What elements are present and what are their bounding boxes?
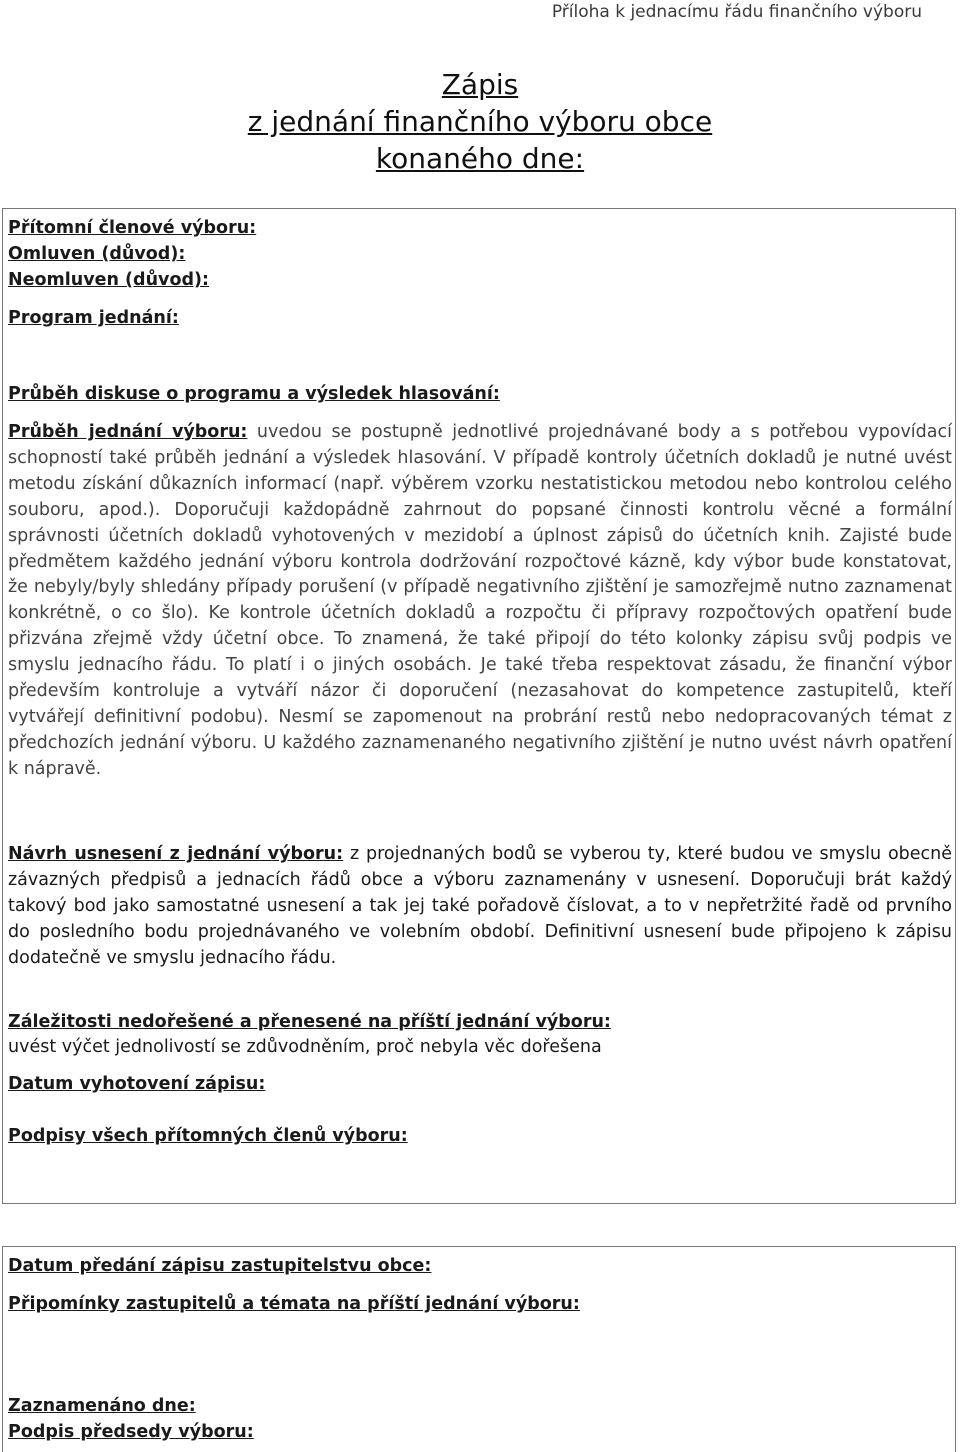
pending-label: Záležitosti nedořešené a přenesené na příští jednání výboru: [8, 1012, 611, 1032]
course-label: Průběh jednání výboru: [8, 422, 248, 442]
title-line-1: Zápis [441, 68, 519, 101]
signatures-label: Podpisy všech přítomných členů výboru: [8, 1126, 408, 1146]
date-prepared-label: Datum vyhotovení zápisu: [8, 1074, 266, 1094]
pending-text: uvést výčet jednolivostí se zdůvodněním, proč nebyla věc dořešena [8, 1037, 602, 1057]
document-title [0, 66, 960, 177]
excused-label: Omluven (důvod): [8, 244, 186, 264]
header-note: Příloha k jednacímu řádu finančního výboru [551, 2, 922, 22]
resolution-text: z projednaných bodů se vyberou ty, které budou ve smyslu obecně závazných předpisů a jednacích řádů obce a výboru zaznamenány v usnesení. Doporučuji brát každý takový bod jako samostatné usnesení a tak jej také pořadově číslovat, a to v nepřetržité řadě od prvního do posledního bodu projednávaného ve volebním období. Definitivní usnesení bude připojeno k zápisu dodatečně ve smyslu jednacího řádu. [8, 844, 953, 968]
chair-signature-label: Podpis předsedy výboru: [8, 1422, 254, 1442]
date-submitted-label: Datum předání zápisu zastupitelstvu obce: [8, 1256, 432, 1276]
present-members-label: Přítomní členové výboru: [8, 218, 257, 238]
course-paragraph [8, 420, 952, 783]
discussion-label: Průběh diskuse o programu a výsledek hlasování: [8, 384, 500, 404]
title-line-3: konaného dne: [375, 142, 585, 175]
program-label: Program jednání: [8, 308, 179, 328]
resolution-label: Návrh usnesení z jednání výboru: [8, 844, 344, 864]
resolution-paragraph [8, 842, 952, 972]
comments-label: Připomínky zastupitelů a témata na příští jednání výboru: [8, 1294, 580, 1314]
course-text: uvedou se postupně jednotlivé projednávané body a s potřebou vypovídací schopností také průběh jednání a výsledek hlasování. V případě kontroly účetních dokladů je nutné uvést metodu získání důkazních informací (např. výběrem vzorku nestatistickou metodou nebo kontrolou celého souboru, apod.). Doporučuji každopádně zahrnout do popsané činnosti kontrolu věcné a formální správnosti účetních dokladů vyhotovených v mezidobí a úplnost zápisů do účetních knih. Zajisté bude předmětem každého jednání výboru kontrola dodržování rozpočtové kázně, kdy výbor bude konstatovat, že nebyly/byly shledány případy porušení (v případě negativního zjištění je samozřejmě nutno zaznamenat konkrétně, o co šlo). Ke kontrole účetních dokladů a rozpočtu či přípravy rozpočtových opatření bude přizvána zřejmě vždy účetní obce. To znamená, že také připojí do této kolonky zápisu svůj podpis ve smyslu jednacího řádu. To platí i o jiných osobách. Je také třeba respektovat zásadu, že finanční výbor především kontroluje a vytváří názor či doporučení (nezasahovat do kompetence zastupitelů, kteří vytvářejí definitivní podobu). Nesmí se zapomenout na probrání restů nebo nedopracovaných témat z předchozích jednání výboru. U každého zaznamenaného negativního zjištění je nutno uvést návrh opatření k nápravě. [8, 422, 952, 779]
title-line-2: z jednání finančního výboru obce [247, 105, 713, 138]
unexcused-label: Neomluven (důvod): [8, 270, 209, 290]
noted-date-label: Zaznamenáno dne: [8, 1396, 196, 1416]
